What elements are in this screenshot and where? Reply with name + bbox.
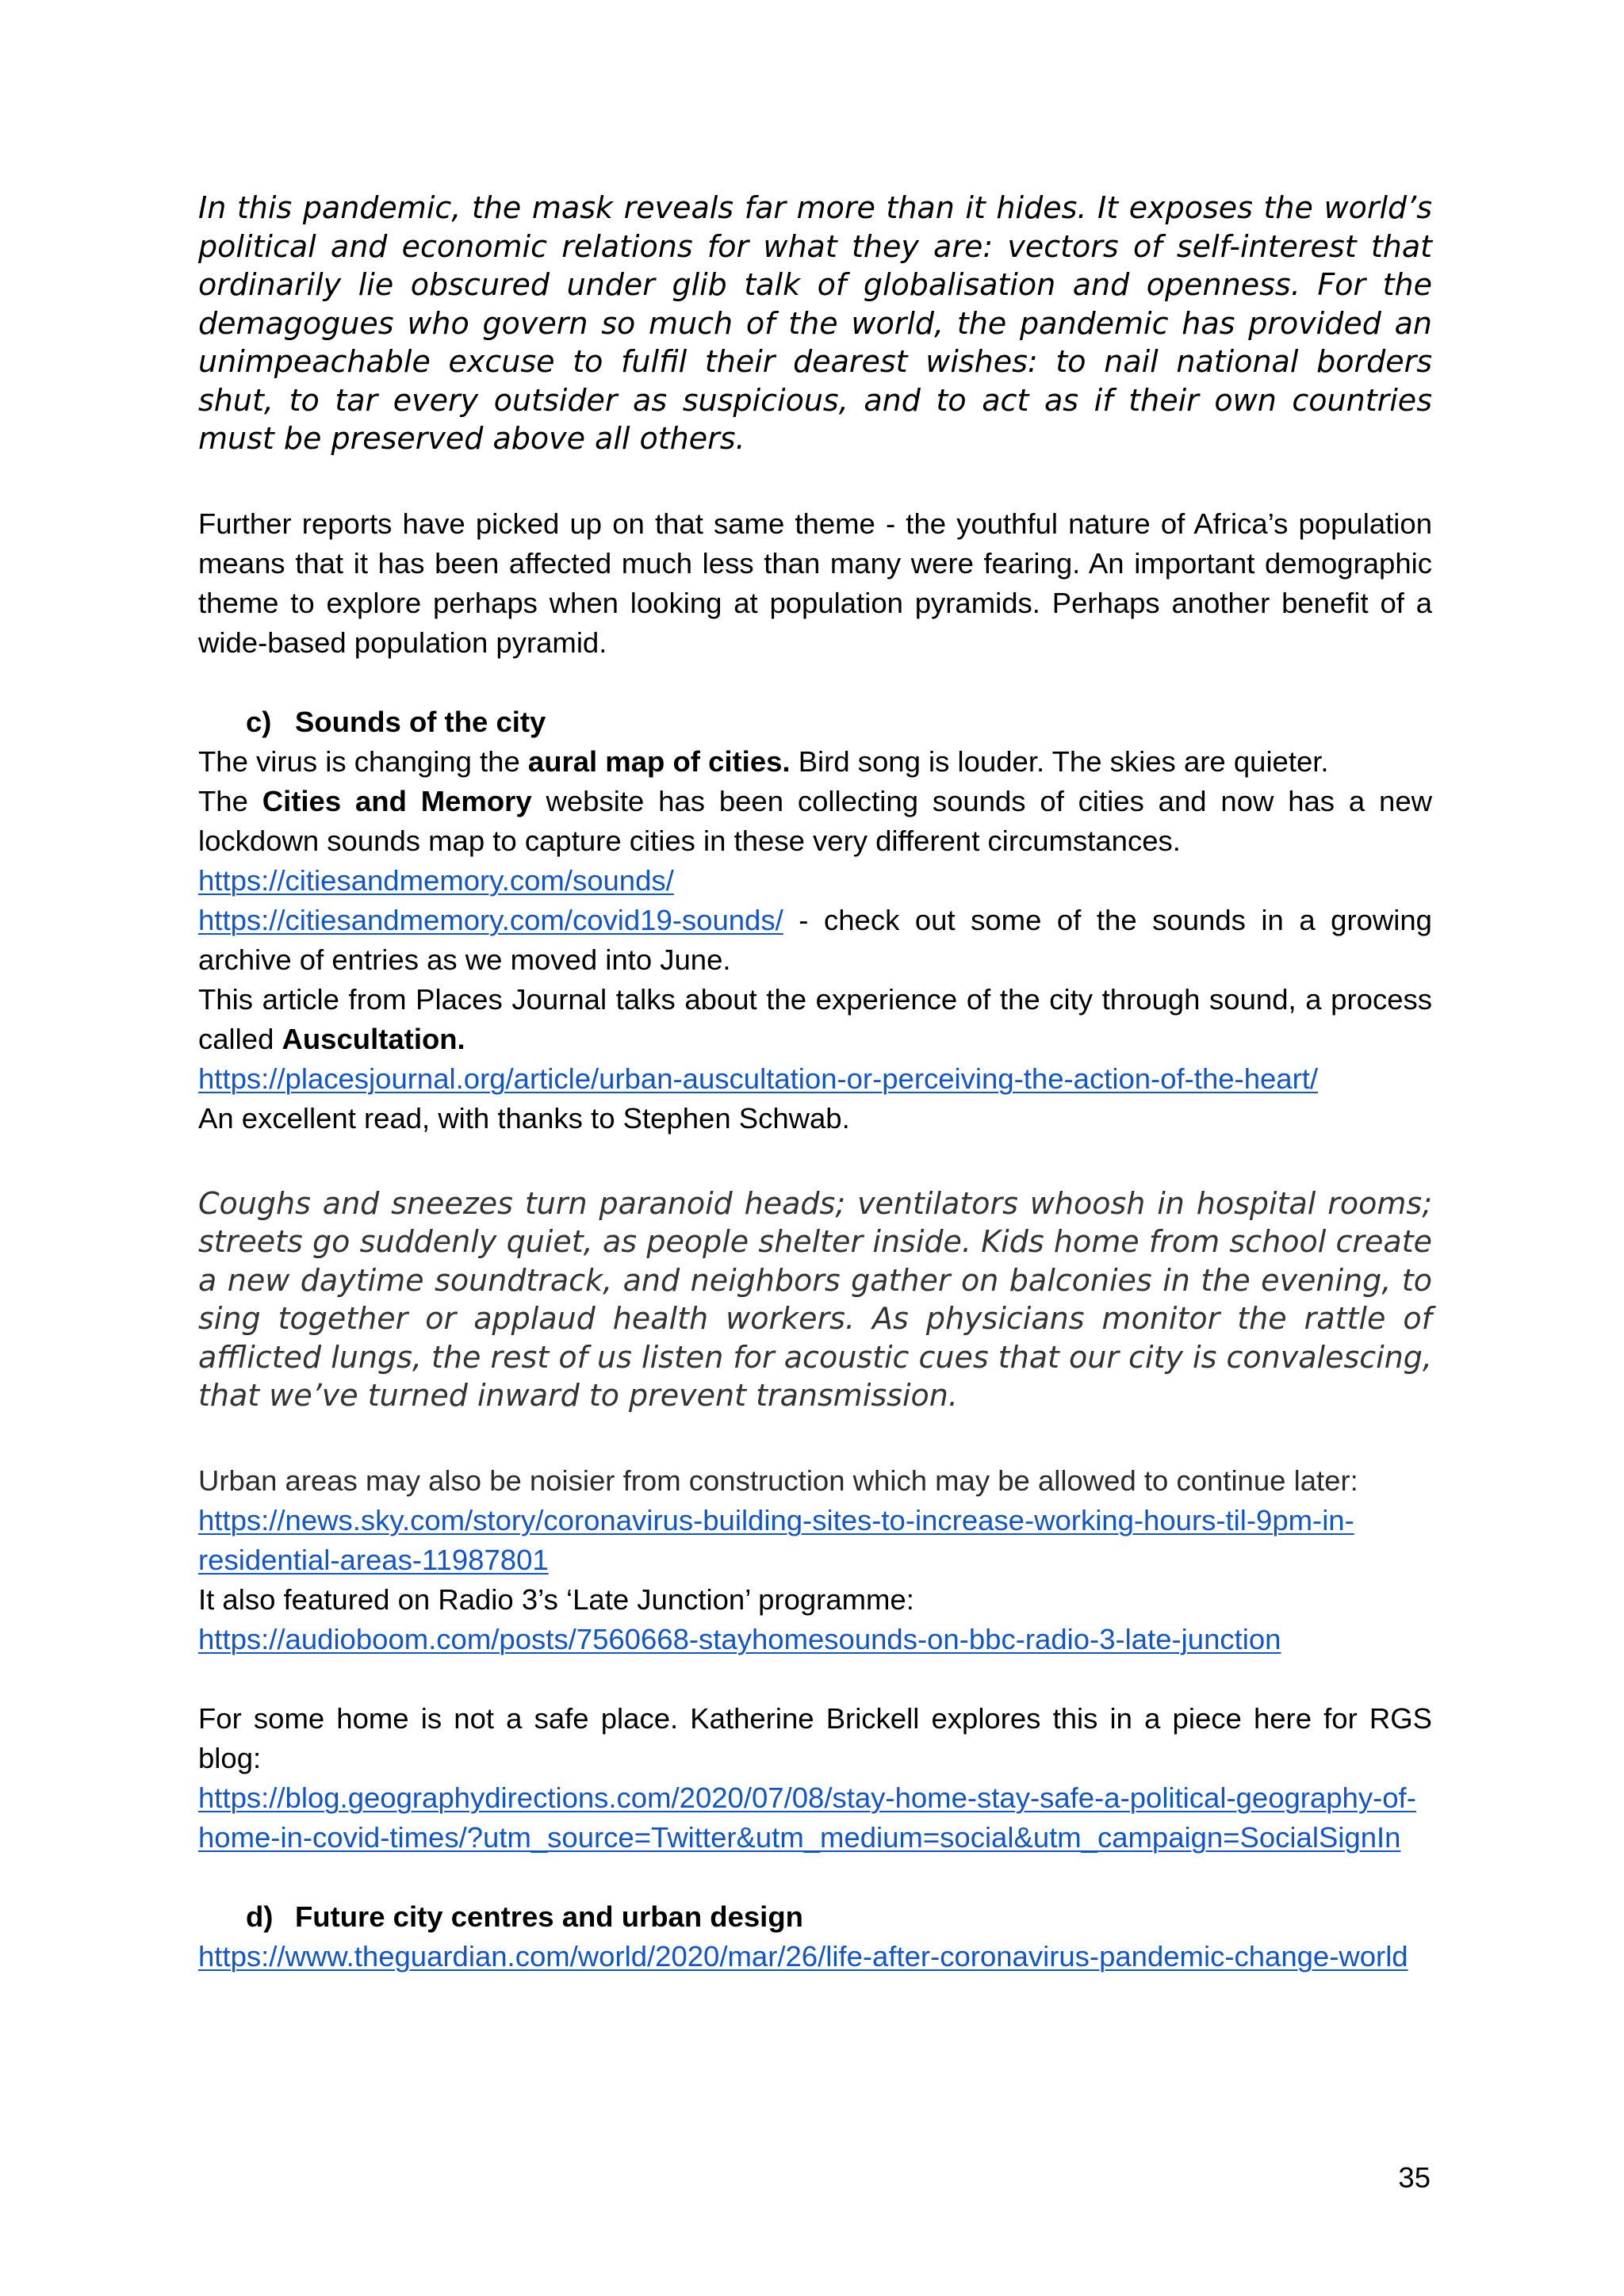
- urban-noise-paragraph: Urban areas may also be noisier from construction which may be allowed to continue later:: [198, 1464, 1358, 1497]
- section-c-heading: [198, 702, 1432, 742]
- aural-map-line: The virus is changing the aural map of cities. Bird song is louder. The skies are quieter.: [198, 744, 1329, 778]
- section-d-heading: [198, 1897, 1432, 1937]
- section-c-title: Sounds of the city: [295, 705, 546, 738]
- auscultation-bold: Auscultation.: [282, 1022, 465, 1055]
- aural-map-bold: aural map of cities.: [527, 744, 791, 778]
- reports-paragraph: Further reports have picked up on that same theme - the youthful nature of Africa’s population means that it has been affected much less than many were fearing. An important demographic theme to explore perhaps when looking at population pyramids. Perhaps another benefit of a wide-based population pyramid.: [198, 507, 1432, 659]
- link-citiesandmemory-sounds[interactable]: https://citiesandmemory.com/sounds/: [198, 863, 674, 897]
- link-citiesandmemory-covid[interactable]: https://citiesandmemory.com/covid19-sounds/: [198, 903, 783, 936]
- section-d-marker: d): [246, 1900, 274, 1933]
- thanks-line: An excellent read, with thanks to Stephen Schwab.: [198, 1101, 850, 1135]
- cities-memory-paragraph: The Cities and Memory website has been collecting sounds of cities and now has a new lockdown sounds map to capture cities in these very different circumstances.: [198, 784, 1432, 857]
- sounds-quote: Coughs and sneezes turn paranoid heads; ventilators whoosh in hospital rooms; streets go suddenly quiet, as people shelter inside. Kids home from school create a new daytime soundtrack, and neighbors gather on balconies in the evening, to sing together or applaud health workers. As physicians monitor the rattle of afflicted lungs, the rest of us listen for acoustic cues that our city is convalescing, that we’ve turned inward to prevent transmission.: [198, 1185, 1432, 1413]
- section-c-marker: c): [246, 705, 272, 738]
- section-d-title: Future city centres and urban design: [295, 1900, 803, 1933]
- link-geography-directions-blog[interactable]: https://blog.geographydirections.com/2020/07/08/stay-home-stay-safe-a-political-geography-of-home-in-covid-times/?utm_source=Twitter&utm_medium=social&utm_campaign=SocialSignIn: [198, 1781, 1416, 1854]
- covid-sounds-paragraph: https://citiesandmemory.com/covid19-sounds/ - check out some of the sounds in a growing archive of entries as we moved into June.: [198, 903, 1432, 976]
- page-content: [198, 189, 1432, 1976]
- places-journal-paragraph: This article from Places Journal talks about the experience of the city through sound, a process called Auscultation.: [198, 982, 1432, 1055]
- link-audioboom[interactable]: https://audioboom.com/posts/7560668-stayhomesounds-on-bbc-radio-3-late-junction: [198, 1622, 1281, 1655]
- link-placesjournal[interactable]: https://placesjournal.org/article/urban-auscultation-or-perceiving-the-action-of-the-heart/: [198, 1062, 1319, 1095]
- page-number: 35: [1398, 2161, 1431, 2194]
- radio3-line: It also featured on Radio 3’s ‘Late Junction’ programme:: [198, 1582, 914, 1616]
- home-safe-paragraph: For some home is not a safe place. Katherine Brickell explores this in a piece here for RGS blog:: [198, 1701, 1432, 1774]
- link-sky-news[interactable]: https://news.sky.com/story/coronavirus-building-sites-to-increase-working-hours-til-9pm-in-residential-areas-11987801: [198, 1503, 1354, 1576]
- link-guardian[interactable]: https://www.theguardian.com/world/2020/mar/26/life-after-coronavirus-pandemic-change-world: [198, 1939, 1408, 1973]
- mask-quote: In this pandemic, the mask reveals far more than it hides. It exposes the world’s political and economic relations for what they are: vectors of self-interest that ordinarily lie obscured under glib talk of globalisation and openness. For the demagogues who govern so much of the world, the pandemic has provided an unimpeachable excuse to fulfil their dearest wishes: to nail national borders shut, to tar every outsider as suspicious, and to act as if their own countries must be preserved above all others.: [198, 190, 1432, 456]
- cities-memory-bold: Cities and Memory: [262, 784, 532, 817]
